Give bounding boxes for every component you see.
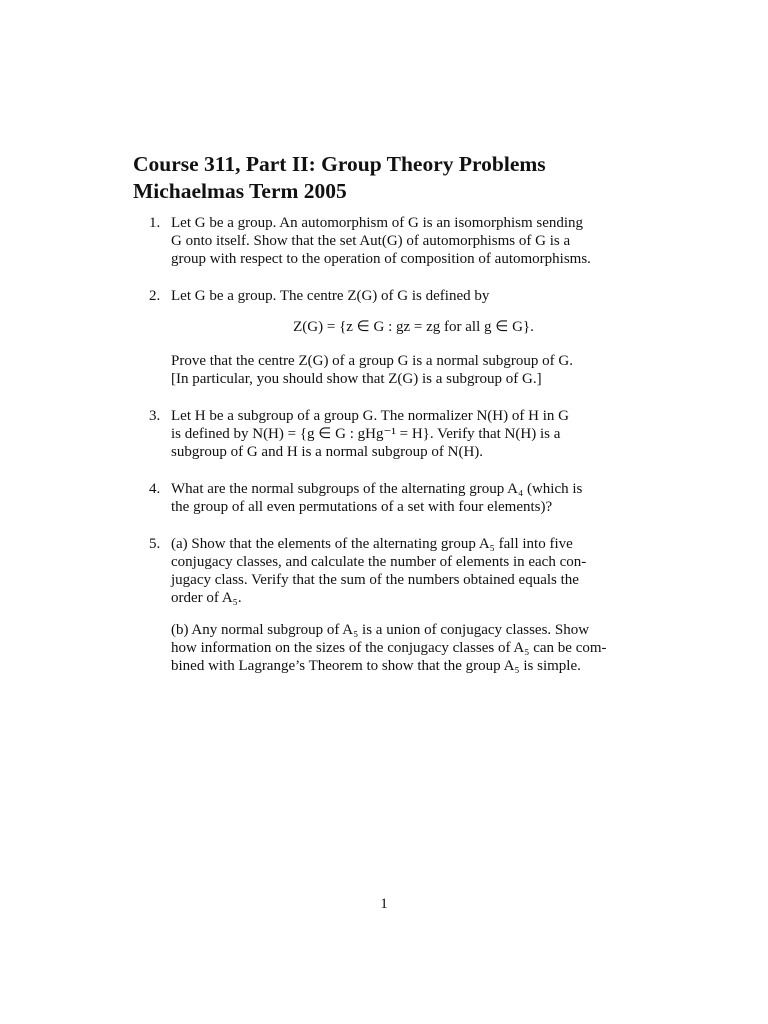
problem-list bbox=[136, 214, 656, 694]
problem-text-line: is defined by N(H) = {g ∈ G : gHg⁻¹ = H}. Verify that N(H) is a bbox=[171, 426, 561, 442]
problem-5 bbox=[136, 535, 656, 675]
problem-text-line: Let G be a group. An automorphism of G is an isomorphism sending bbox=[171, 215, 584, 231]
problem-text-line: order of A₅. bbox=[171, 590, 242, 606]
problem-text-line: Let G be a group. The centre Z(G) of G is defined by bbox=[171, 288, 490, 304]
problem-text-line: jugacy class. Verify that the sum of the numbers obtained equals the bbox=[171, 572, 579, 588]
problem-text-line: (b) Any normal subgroup of A₅ is a union of conjugacy classes. Show bbox=[171, 622, 590, 638]
problem-3 bbox=[136, 407, 656, 461]
problem-text-line: (a) Show that the elements of the alternating group A₅ fall into five bbox=[171, 536, 573, 552]
problem-text-line: group with respect to the operation of composition of automorphisms. bbox=[171, 251, 591, 267]
problem-5-part-a bbox=[171, 535, 656, 607]
problem-number: 5. bbox=[149, 536, 161, 552]
problem-text-line: how information on the sizes of the conjugacy classes of A₅ can be com- bbox=[171, 640, 607, 656]
problem-2 bbox=[136, 287, 656, 388]
problem-text-line: subgroup of G and H is a normal subgroup of N(H). bbox=[171, 444, 484, 460]
problem-text-line: the group of all even permutations of a set with four elements)? bbox=[171, 499, 553, 515]
problem-text-line: What are the normal subgroups of the alternating group A₄ (which is bbox=[171, 481, 583, 497]
problem-text-line: G onto itself. Show that the set Aut(G) of automorphisms of G is a bbox=[171, 233, 571, 249]
problem-text-line: [In particular, you should show that Z(G) is a subgroup of G.] bbox=[171, 371, 542, 387]
problem-number: 4. bbox=[149, 481, 161, 497]
title-line-1: Course 311, Part II: Group Theory Problems bbox=[133, 152, 546, 176]
problem-1 bbox=[136, 214, 656, 268]
title-line-2: Michaelmas Term 2005 bbox=[133, 179, 347, 203]
problem-number: 1. bbox=[149, 215, 161, 231]
problem-number: 2. bbox=[149, 288, 161, 304]
problem-4 bbox=[136, 480, 656, 516]
document-title bbox=[133, 151, 693, 205]
problem-5-part-b bbox=[171, 621, 656, 675]
problem-text-line: Prove that the centre Z(G) of a group G is a normal subgroup of G. bbox=[171, 353, 573, 369]
problem-text-line: conjugacy classes, and calculate the number of elements in each con- bbox=[171, 554, 587, 570]
page-number: 1 bbox=[380, 896, 388, 912]
problem-text-line: Let H be a subgroup of a group G. The normalizer N(H) of H in G bbox=[171, 408, 569, 424]
problem-number: 3. bbox=[149, 408, 161, 424]
problem-text-line: bined with Lagrange’s Theorem to show that the group A₅ is simple. bbox=[171, 658, 581, 674]
paragraph-gap bbox=[171, 607, 656, 621]
centre-definition-equation: Z(G) = {z ∈ G : gz = zg for all g ∈ G}. bbox=[293, 319, 534, 335]
